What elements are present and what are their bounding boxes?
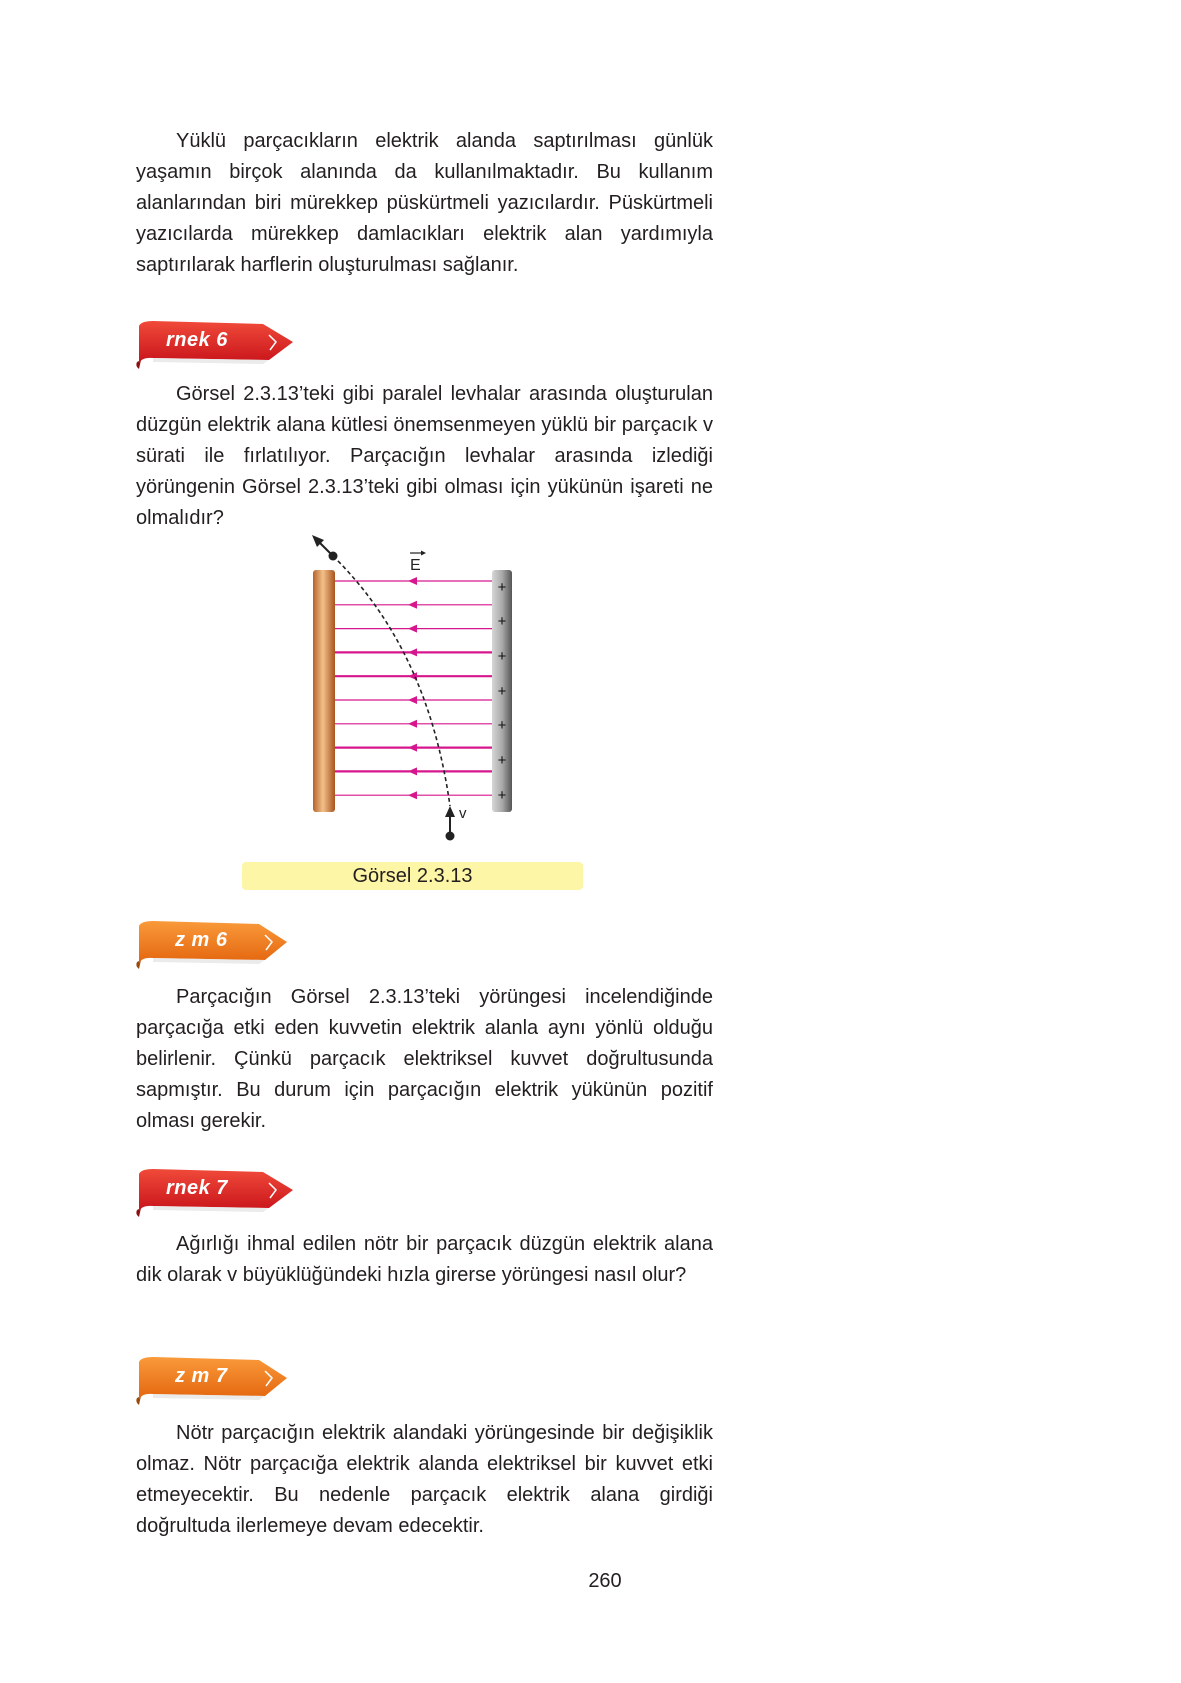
negative-plate	[313, 570, 335, 812]
velocity-arrowhead-icon	[445, 806, 455, 817]
field-arrowhead-icon	[408, 648, 417, 656]
example-7-paragraph: Ağırlığı ihmal edilen nötr bir parçacık düzgün elektrik alana dik olarak v büyüklüğündeki hızla girerse yörüngesi nasıl olur?	[136, 1233, 713, 1286]
solution-7-paragraph: Nötr parçacığın elektrik alandaki yörüngesinde bir değişiklik olmaz. Nötr parçacığa elektrik alanda elektriksel bir kuvvet etki etmeyecektir. Bu nedenle parçacık elektrik alana girdiği doğrultuda ilerlemeye devam edecektir.	[136, 1422, 713, 1537]
field-label: E	[410, 557, 421, 574]
page-number: 260	[588, 1570, 622, 1592]
field-arrowhead-icon	[408, 767, 417, 775]
trajectory-path	[333, 556, 450, 806]
example-6-paragraph: Görsel 2.3.13’teki gibi paralel levhalar arasında oluşturulan düzgün elektrik alana kütlesi önemsenmeyen yüklü bir parçacık v sürati ile fırlatılıyor. Parçacığın levhalar arasında izlediği yörüngenin Görsel 2.3.13’teki gibi olması için yükünün işareti ne olmalıdır?	[136, 383, 713, 529]
plus-sign: +	[497, 579, 507, 596]
solution-6-banner	[133, 920, 295, 970]
banner-label: rnek 7	[166, 1177, 228, 1199]
solution-6-paragraph: Parçacığın Görsel 2.3.13’teki yörüngesi incelendiğinde parçacığa etki eden kuvvetin elektrik alanla aynı yönlü olduğu belirlenir. Çünkü parçacık elektriksel kuvvet doğrultusunda sapmıştır. Bu durum için parçacığın elektrik yükünün pozitif olması gerekir.	[136, 986, 713, 1132]
solution-7-banner	[133, 1356, 295, 1406]
example-6-banner	[133, 320, 295, 370]
field-arrowhead-icon	[408, 577, 417, 585]
banner-label: z m 7	[175, 1365, 228, 1387]
plus-sign: +	[497, 613, 507, 630]
field-arrowhead-icon	[408, 744, 417, 752]
figure-caption: Görsel 2.3.13	[242, 862, 583, 890]
field-arrowhead-icon	[408, 720, 417, 728]
parallel-plates-figure	[280, 520, 540, 850]
plus-sign: +	[497, 752, 507, 769]
field-arrowhead-icon	[408, 791, 417, 799]
plus-sign: +	[497, 717, 507, 734]
banner-label: rnek 6	[166, 329, 228, 351]
field-lines	[335, 577, 492, 799]
plus-sign: +	[497, 648, 507, 665]
banner-label: z m 6	[175, 929, 228, 951]
plus-sign: +	[497, 787, 507, 804]
velocity-label: v	[459, 805, 467, 822]
field-arrowhead-icon	[408, 625, 417, 633]
field-arrowhead-icon	[408, 696, 417, 704]
intro-paragraph: Yüklü parçacıkların elektrik alanda saptırılması günlük yaşamın birçok alanında da kullanılmaktadır. Bu kullanım alanlarından biri mürekkep püskürtmeli yazıcılardır. Püskürtmeli yazıcılarda mürekkep damlacıkları elektrik alan yardımıyla saptırılarak harflerin oluşturulması sağlanır.	[136, 130, 713, 276]
field-arrowhead-icon	[408, 601, 417, 609]
plus-sign: +	[497, 683, 507, 700]
example-7-banner	[133, 1168, 295, 1218]
